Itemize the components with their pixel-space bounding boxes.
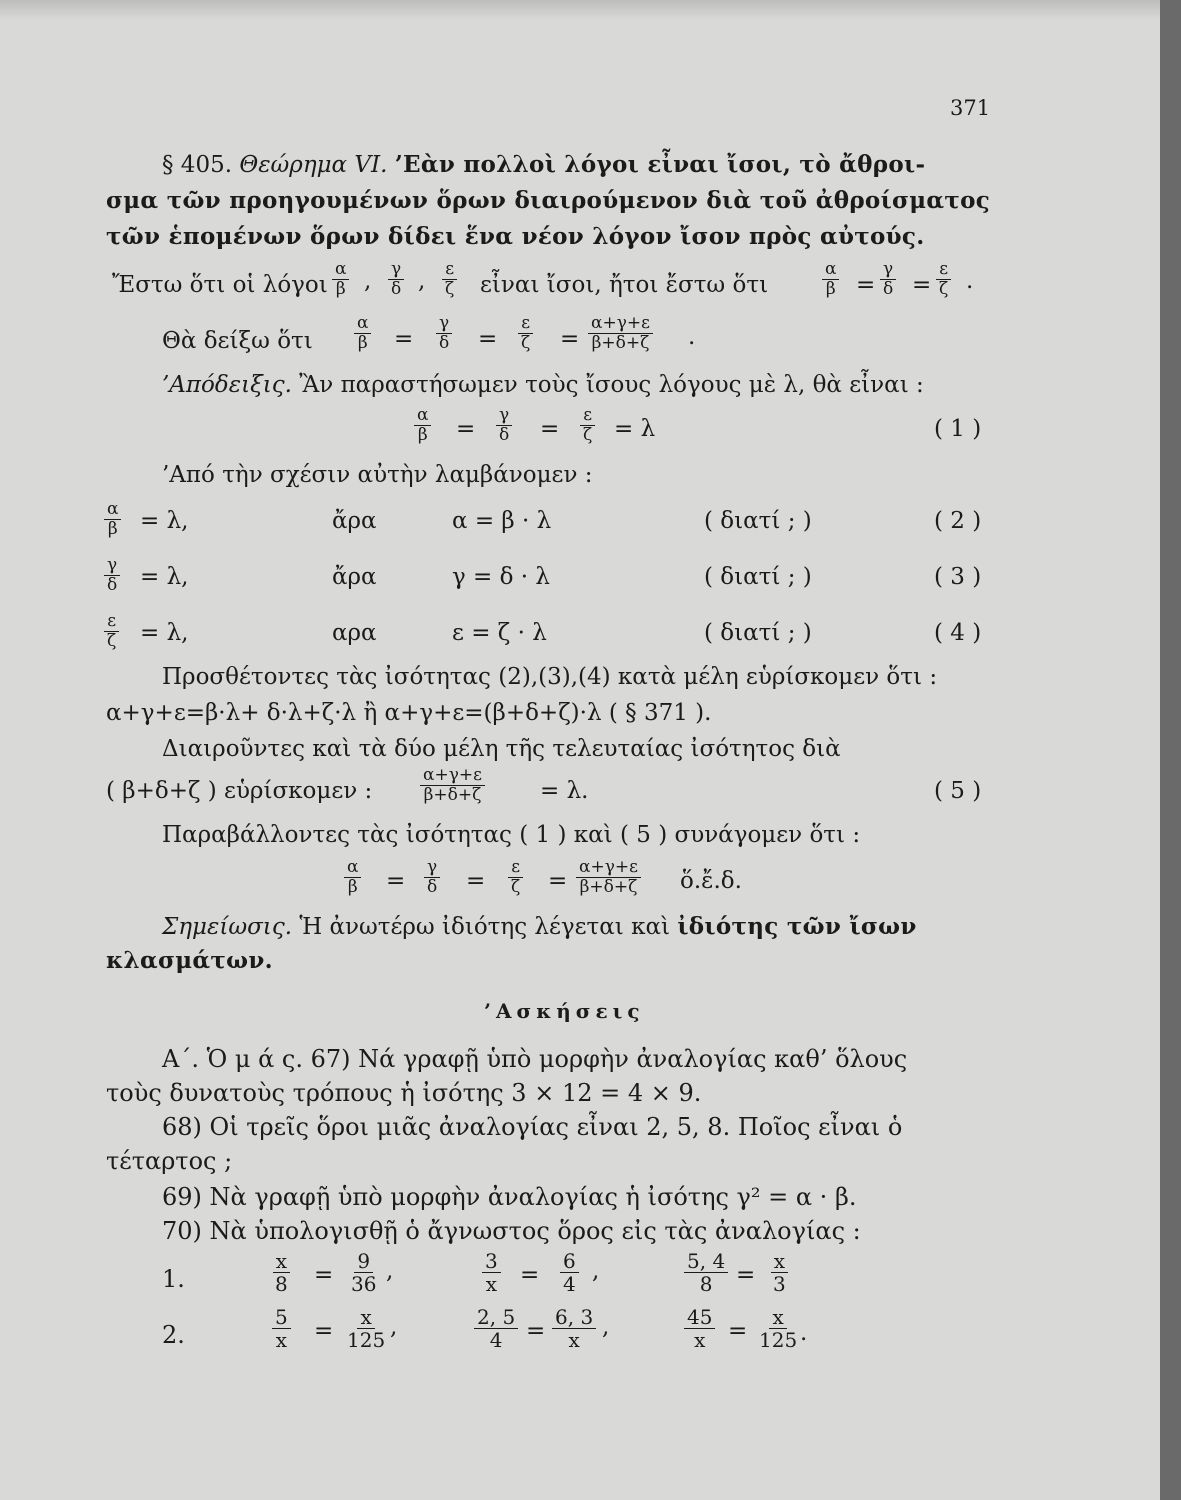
fraction-numerator: α [822, 260, 839, 280]
fraction-numerator: ε [508, 858, 523, 878]
fraction-denominator: x [275, 1328, 287, 1352]
row-ara: αρα [332, 620, 377, 646]
page-edge [1160, 0, 1181, 1500]
fraction [474, 1306, 518, 1351]
row-why: ( διατί ; ) [704, 564, 812, 590]
fraction-numerator: 6 [560, 1250, 579, 1273]
equation-label-5: ( 5 ) [934, 778, 982, 804]
row-lhs: = λ, [140, 620, 189, 646]
sum-fraction [588, 314, 653, 353]
fraction-denominator: β [825, 279, 836, 299]
fraction-denominator: β [107, 519, 118, 539]
eq5-rhs: = λ. [540, 778, 589, 804]
fraction-denominator: β [417, 425, 428, 445]
fraction-denominator: x [568, 1328, 580, 1352]
fraction [684, 1250, 728, 1295]
note-line-2: κλασμάτων. [106, 947, 273, 974]
hypothesis-middle: εἶναι ἴσοι, ἤτοι ἔστω ὅτι [480, 272, 769, 298]
exercise-68-line-2: τέταρτος ; [106, 1147, 233, 1175]
fraction-numerator: 2, 5 [474, 1306, 518, 1329]
row-lhs: = λ, [140, 508, 189, 534]
row-ara: ἄρα [332, 508, 377, 534]
fraction-denominator: ζ [511, 877, 521, 897]
equals-sign: = [456, 416, 476, 442]
fraction-denominator: 3 [773, 1272, 786, 1296]
exercise-67-line-1 [162, 1044, 907, 1074]
equals-sign: = [548, 868, 568, 894]
equals-sign: = [736, 1262, 756, 1288]
fraction [354, 314, 371, 353]
equals-sign: = [728, 1318, 748, 1344]
theorem-line-3: τῶν ἑπομένων ὅρων δίδει ἕνα νέον λόγον ἴσον πρὸς αὐτούς. [106, 223, 925, 250]
exercise-67-line-2: τοὺς δυνατοὺς τρόπους ἡ ἰσότης 3 × 12 = 4 × 9. [106, 1079, 702, 1107]
fraction-denominator: 36 [351, 1272, 377, 1296]
compare-line: Παραβάλλοντες τὰς ἰσότητας ( 1 ) καὶ ( 5 ) συνάγομεν ὅτι : [162, 822, 861, 848]
fraction-numerator: ε [936, 260, 951, 280]
note-text: Ἡ ἀνωτέρω ἰδιότης λέγεται καὶ [299, 914, 671, 940]
fraction [756, 1306, 800, 1351]
fraction-denominator: δ [439, 333, 450, 353]
fraction-denominator: ζ [107, 631, 117, 651]
fraction-numerator: ε [104, 612, 119, 632]
proof-title: ’Απόδειξις. [162, 372, 292, 398]
fraction [272, 1306, 291, 1351]
fraction-numerator: γ [388, 260, 404, 280]
qed: ὅ.ἔ.δ. [680, 868, 742, 894]
theorem-name: Θεώρημα VI. [239, 152, 388, 178]
fraction [424, 858, 440, 897]
fraction [344, 1306, 388, 1351]
fraction-denominator: β [357, 333, 368, 353]
fraction [560, 1250, 579, 1295]
fraction [414, 406, 431, 445]
fraction-numerator: α+γ+ε [420, 766, 485, 786]
fraction-denominator: ζ [939, 279, 949, 299]
fraction [880, 260, 896, 299]
equation-label-3: ( 3 ) [934, 564, 982, 590]
fraction-denominator: 8 [699, 1272, 713, 1296]
equals-sign: = [466, 868, 486, 894]
fraction [684, 1306, 715, 1351]
fraction [436, 314, 452, 353]
section-number: § 405. [162, 152, 233, 178]
fraction-numerator: α [344, 858, 361, 878]
fraction-denominator: β+δ+ζ [591, 333, 650, 353]
hypothesis-intro: Ἔστω ὅτι οἱ λόγοι [112, 272, 328, 298]
fraction-numerator: 3 [482, 1250, 501, 1273]
fraction-denominator: β+δ+ζ [579, 877, 638, 897]
exercise-68-line-1: 68) Οἱ τρεῖς ὅροι μιᾶς ἀναλογίας εἶναι 2, 5, 8. Ποῖος εἶναι ὁ [162, 1113, 903, 1141]
fraction-numerator: 5 [272, 1306, 291, 1329]
theorem-statement-1: ’Εὰν πολλοὶ λόγοι εἶναι ἴσοι, τὸ ἄθροι- [394, 151, 926, 178]
row-equation: α = β · λ [452, 508, 552, 534]
theorem-line-1 [162, 150, 925, 180]
fraction-denominator: ζ [583, 425, 593, 445]
row-equation: γ = δ · λ [452, 564, 550, 590]
fraction [388, 260, 404, 299]
comma: , [364, 268, 372, 294]
fraction-denominator: x [694, 1328, 706, 1352]
equals-sign: = [386, 868, 406, 894]
fraction-numerator: α [414, 406, 431, 426]
row-why: ( διατί ; ) [704, 508, 812, 534]
fraction-numerator: γ [104, 556, 120, 576]
comma: , [390, 1314, 398, 1340]
note-line-1 [162, 912, 917, 942]
proof-intro: Ἂν παραστήσωμεν τοὺς ἴσους λόγους μὲ λ, θὰ εἶναι : [299, 372, 924, 398]
fraction-denominator: β [347, 877, 358, 897]
fraction-numerator: x [273, 1250, 290, 1273]
fraction [496, 406, 512, 445]
equals-sign: = [394, 326, 414, 352]
from-relation-line: ’Από τὴν σχέσιν αὐτὴν λαμβάνομεν : [162, 462, 593, 488]
equals-sign: = [314, 1318, 334, 1344]
divisor-text: ( β+δ+ζ ) εὑρίσκομεν : [106, 778, 373, 804]
fraction-denominator: 4 [563, 1272, 576, 1296]
fraction-numerator: x [357, 1306, 374, 1329]
equals-sign: = [314, 1262, 334, 1288]
fraction-numerator: x [771, 1250, 788, 1273]
fraction [518, 314, 533, 353]
proportion-row-label: 2. [162, 1321, 185, 1349]
fraction [770, 1250, 789, 1295]
comma: , [592, 1258, 600, 1284]
fraction-numerator: α [332, 260, 349, 280]
fraction [508, 858, 523, 897]
sum-fraction [576, 858, 641, 897]
fraction-numerator: ε [442, 260, 457, 280]
exercises-heading: ’Ασκήσεις [484, 999, 645, 1023]
row-why: ( διατί ; ) [704, 620, 812, 646]
fraction-numerator: 45 [684, 1306, 715, 1329]
fraction [482, 1250, 501, 1295]
fraction [104, 612, 119, 651]
fraction [272, 1250, 291, 1295]
equation-label-4: ( 4 ) [934, 620, 982, 646]
fraction-numerator: γ [436, 314, 452, 334]
row-ara: ἄρα [332, 564, 377, 590]
proportion-row-label: 1. [162, 1265, 185, 1293]
fraction-denominator: 8 [275, 1272, 288, 1296]
exercise-group: Α΄. Ὁ μ ά ς. [162, 1045, 303, 1073]
fraction-denominator: δ [391, 279, 402, 299]
fraction-numerator: γ [880, 260, 896, 280]
row-lhs: = λ, [140, 564, 189, 590]
fraction-denominator: ζ [521, 333, 531, 353]
fraction-denominator: β+δ+ζ [423, 785, 482, 805]
fraction-numerator: γ [496, 406, 512, 426]
equals-sign: = [912, 272, 932, 298]
period: . [688, 324, 696, 350]
fraction-denominator: δ [107, 575, 118, 595]
fraction [344, 858, 361, 897]
fraction-numerator: ε [518, 314, 533, 334]
exercise-70: 70) Νὰ ὑπολογισθῇ ὁ ἄγνωστος ὅρος εἰς τὰς ἀναλογίας : [162, 1217, 861, 1245]
equals-sign: = [520, 1262, 540, 1288]
fraction [104, 556, 120, 595]
comma: , [602, 1314, 610, 1340]
fraction-denominator: β [335, 279, 346, 299]
equals-sign: = [856, 272, 876, 298]
fraction-denominator: 125 [759, 1328, 798, 1352]
exercise-67-text: 67) Νά γραφῇ ὑπὸ μορφὴν ἀναλογίας καθ’ ὅλους [310, 1045, 908, 1073]
fraction-denominator: x [485, 1272, 497, 1296]
fraction-numerator: ε [580, 406, 595, 426]
fraction-numerator: α [104, 500, 121, 520]
period: . [800, 1320, 808, 1346]
sum-fraction [420, 766, 485, 805]
sum-line: α+γ+ε=β·λ+ δ·λ+ζ·λ ἢ α+γ+ε=(β+δ+ζ)·λ ( § 371 ). [106, 700, 712, 726]
equals-sign: = [560, 326, 580, 352]
period: . [966, 268, 974, 294]
equation-label-1: ( 1 ) [934, 416, 982, 442]
note-title: Σημείωσις. [162, 914, 293, 940]
row-equation: ε = ζ · λ [452, 620, 547, 646]
exercise-69: 69) Νὰ γραφῇ ὑπὸ μορφὴν ἀναλογίας ἡ ἰσότης γ² = α · β. [162, 1183, 857, 1211]
equals-lambda: = λ [614, 416, 656, 442]
fraction [442, 260, 457, 299]
fraction-denominator: δ [883, 279, 894, 299]
fraction [104, 500, 121, 539]
fraction [580, 406, 595, 445]
fraction-denominator: δ [499, 425, 510, 445]
proof-intro-line [162, 370, 924, 400]
note-bold-text: ἰδιότης τῶν ἴσων [677, 913, 917, 940]
fraction-numerator: x [769, 1306, 786, 1329]
comma: , [418, 268, 426, 294]
comma: , [386, 1258, 394, 1284]
dividing-line: Διαιροῦντες καὶ τὰ δύο μέλη τῆς τελευταίας ἰσότητος διὰ [162, 736, 841, 762]
fraction [822, 260, 839, 299]
equals-sign: = [540, 416, 560, 442]
equals-sign: = [526, 1318, 546, 1344]
fraction-numerator: γ [424, 858, 440, 878]
fraction [332, 260, 349, 299]
fraction [348, 1250, 379, 1295]
fraction-numerator: α+γ+ε [576, 858, 641, 878]
equals-sign: = [478, 326, 498, 352]
fraction [552, 1306, 596, 1351]
claim-intro: Θὰ δείξω ὅτι [162, 328, 313, 354]
equation-label-2: ( 2 ) [934, 508, 982, 534]
theorem-line-2: σμα τῶν προηγουμένων ὅρων διαιρούμενον διὰ τοῦ ἀθροίσματος [106, 187, 991, 214]
fraction-denominator: 125 [347, 1328, 386, 1352]
top-shadow [0, 0, 1160, 20]
fraction-numerator: 5, 4 [684, 1250, 728, 1273]
fraction-numerator: 6, 3 [552, 1306, 596, 1329]
fraction-numerator: 9 [354, 1250, 373, 1273]
fraction-numerator: α+γ+ε [588, 314, 653, 334]
fraction-numerator: α [354, 314, 371, 334]
fraction-denominator: 4 [489, 1328, 503, 1352]
page-number: 371 [950, 96, 991, 120]
adding-line: Προσθέτοντες τὰς ἰσότητας (2),(3),(4) κατὰ μέλη εὑρίσκομεν ὅτι : [162, 664, 938, 690]
fraction [936, 260, 951, 299]
fraction-denominator: ζ [445, 279, 455, 299]
fraction-denominator: δ [427, 877, 438, 897]
